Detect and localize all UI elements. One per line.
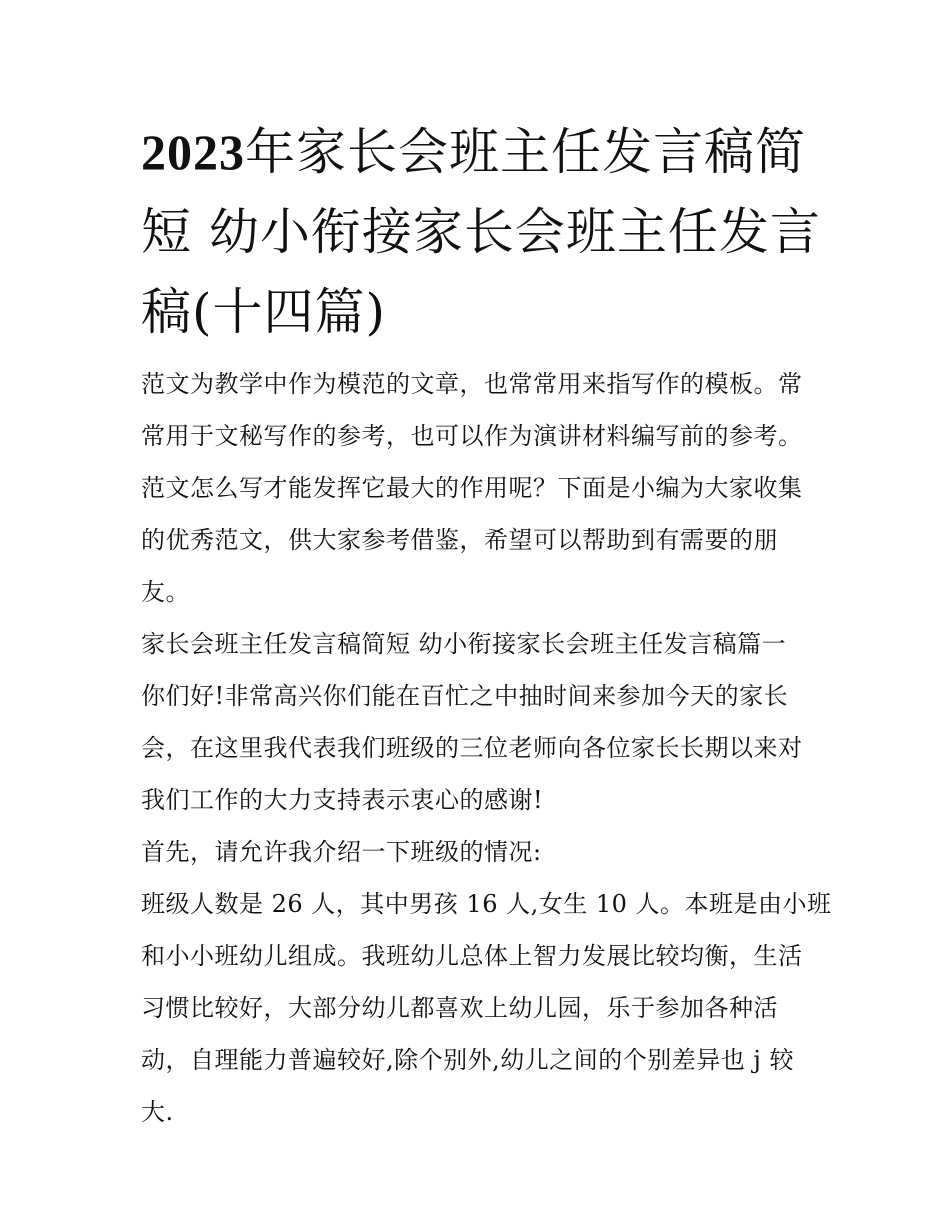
document-body xyxy=(141,358,832,1138)
title-line-1 xyxy=(141,112,813,192)
body-line: 动，自理能力普遍较好,除个别外,幼儿之间的个别差异也 j 较 xyxy=(141,1046,794,1074)
body-line: 范文怎么写才能发挥它最大的作用呢？下面是小编为大家收集 xyxy=(141,474,803,502)
body-line: 友。 xyxy=(141,578,190,606)
body-line: 你们好!非常高兴你们能在百忙之中抽时间来参加今天的家长 xyxy=(141,682,789,710)
body-line: 常用于文秘写作的参考，也可以作为演讲材料编写前的参考。 xyxy=(141,422,803,450)
body-line: 会，在这里我代表我们班级的三位老师向各位家长长期以来对 xyxy=(141,734,803,762)
title-line-1-text: 年家长会班主任发言稿简 xyxy=(245,123,806,181)
body-line: 范文为教学中作为模范的文章，也常常用来指写作的模板。常 xyxy=(141,370,803,398)
body-line: 首先，请允许我介绍一下班级的情况: xyxy=(141,838,542,866)
document-title xyxy=(141,112,821,352)
body-line: 班级人数是 26 人，其中男孩 16 人,女生 10 人。本班是由小班 xyxy=(141,890,832,918)
document-page xyxy=(141,112,832,1138)
title-line-2: 短 幼小衔接家长会班主任发言 xyxy=(141,203,821,261)
body-line: 和小小班幼儿组成。我班幼儿总体上智力发展比较均衡，生活 xyxy=(141,942,803,970)
title-line-3: 稿(十四篇) xyxy=(141,283,387,341)
body-line: 习惯比较好，大部分幼儿都喜欢上幼儿园，乐于参加各种活 xyxy=(141,994,778,1022)
body-line: 我们工作的大力支持表示衷心的感谢! xyxy=(141,786,544,814)
body-line: 家长会班主任发言稿简短 幼小衔接家长会班主任发言稿篇一 xyxy=(141,630,787,658)
title-year: 2023 xyxy=(141,124,245,180)
body-line: 的优秀范文，供大家参考借鉴，希望可以帮助到有需要的朋 xyxy=(141,526,778,554)
body-line: 大. xyxy=(141,1098,174,1126)
